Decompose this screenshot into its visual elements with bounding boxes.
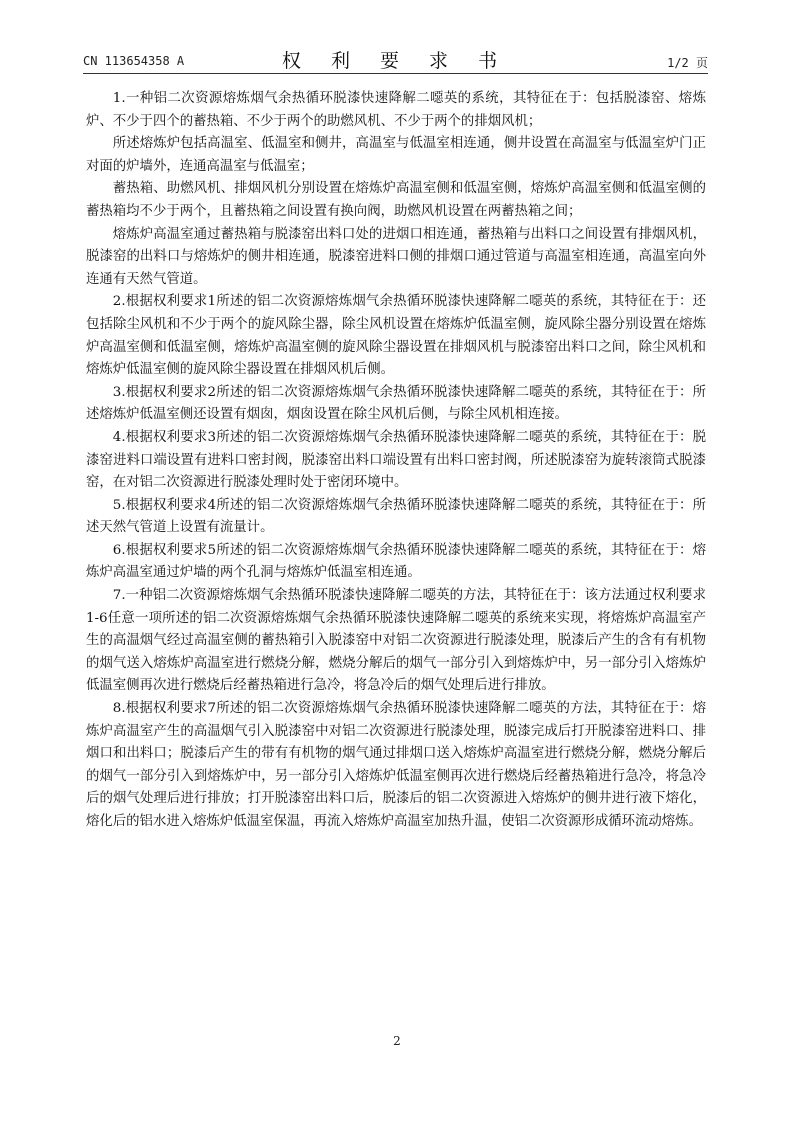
claim-paragraph: 所述熔炼炉包括高温室、低温室和侧井，高温室与低温室相连通，侧井设置在高温室与低温室炉门正对面的炉墙外，连通高温室与低温室；: [86, 136, 706, 174]
claim-paragraph: 4.根据权利要求3所述的铝二次资源熔炼烟气余热循环脱漆快速降解二噁英的系统，其特征在于：脱漆窑进料口端设置有进料口密封阀，脱漆窑出料口端设置有出料口密封阀，所述脱漆窑为旋转滚筒式脱漆窑，在对铝二次资源进行脱漆处理时处于密闭环境中。: [86, 429, 706, 491]
page-count-label: 1/2 页: [667, 56, 708, 70]
publication-number: CN 113654358 A: [83, 54, 185, 68]
claim-paragraph: 熔炼炉高温室通过蓄热箱与脱漆窑出料口处的进烟口相连通，蓄热箱与出料口之间设置有排烟风机，脱漆窑的出料口与熔炼炉的侧井相连通，脱漆窑进料口侧的排烟口通过管道与高温室相连通，高温室向外连通有天然气管道。: [86, 226, 706, 287]
page-number: 2: [393, 1034, 401, 1048]
claim-paragraph: 5.根据权利要求4所述的铝二次资源熔炼烟气余热循环脱漆快速降解二噁英的系统，其特征在于：所述天然气管道上设置有流量计。: [86, 497, 706, 536]
page-header: [83, 44, 708, 74]
claim-paragraph: 3.根据权利要求2所述的铝二次资源熔炼烟气余热循环脱漆快速降解二噁英的系统，其特征在于：所述熔炼炉低温室侧还设置有烟囱，烟囱设置在除尘风机后侧，与除尘风机相连接。: [86, 384, 706, 423]
header-divider: [83, 73, 708, 74]
claim-paragraph: 6.根据权利要求5所述的铝二次资源熔炼烟气余热循环脱漆快速降解二噁英的系统，其特征在于：熔炼炉高温室通过炉墙的两个孔洞与熔炼炉低温室相连通。: [86, 542, 706, 581]
claim-paragraph: 7.一种铝二次资源熔炼烟气余热循环脱漆快速降解二噁英的方法，其特征在于：该方法通过权利要求1-6任意一项所述的铝二次资源熔炼烟气余热循环脱漆快速降解二噁英的系统来实现，将熔炼炉高温室产生的高温烟气经过高温室侧的蓄热箱引入脱漆窑中对铝二次资源进行脱漆处理，脱漆后产生的含有有机物的烟气送入熔炼炉高温室进行燃烧分解，燃烧分解后的烟气一部分引入到熔炼炉中，另一部分引入熔炼炉低温室侧再次进行燃烧后经蓄热箱进行急冷，将急冷后的烟气处理后进行排放。: [86, 588, 706, 694]
document-title: 权 利 要 求 书: [281, 50, 510, 72]
claim-paragraph: 8.根据权利要求7所述的铝二次资源熔炼烟气余热循环脱漆快速降解二噁英的方法，其特征在于：熔炼炉高温室产生的高温烟气引入脱漆窑中对铝二次资源进行脱漆处理，脱漆完成后打开脱漆窑进料口、排烟口和出料口；脱漆后产生的带有有机物的烟气通过排烟口送入熔炼炉高温室进行燃烧分解，燃烧分解后的烟气一部分引入到熔炼炉中，另一部分引入熔炼炉低温室侧再次进行燃烧后经蓄热箱进行急冷，将急冷后的烟气处理后进行排放；打开脱漆窑出料口后，脱漆后的铝二次资源进入熔炼炉的侧井进行液下熔化，熔化后的铝水进入熔炼炉低温室保温，再流入熔炼炉高温室加热升温，使铝二次资源形成循环流动熔炼。: [86, 701, 706, 829]
claim-paragraph: 2.根据权利要求1所述的铝二次资源熔炼烟气余热循环脱漆快速降解二噁英的系统，其特征在于：还包括除尘风机和不少于两个的旋风除尘器，除尘风机设置在熔炼炉低温室侧，旋风除尘器分别设置在熔炼炉高温室侧和低温室侧，熔炼炉高温室侧的旋风除尘器设置在排烟风机与脱漆窑出料口之间，除尘风机和熔炼炉低温室侧的旋风除尘器设置在排烟风机后侧。: [86, 294, 706, 378]
claims-body: [86, 88, 706, 834]
claim-paragraph: 蓄热箱、助燃风机、排烟风机分别设置在熔炼炉高温室侧和低温室侧，熔炼炉高温室侧和低温室侧的蓄热箱均不少于两个，且蓄热箱之间设置有换向阀，助燃风机设置在两蓄热箱之间；: [86, 181, 706, 219]
claim-paragraph: 1.一种铝二次资源熔炼烟气余热循环脱漆快速降解二噁英的系统，其特征在于：包括脱漆窑、熔炼炉、不少于四个的蓄热箱、不少于两个的助燃风机、不少于两个的排烟风机；: [86, 91, 706, 129]
